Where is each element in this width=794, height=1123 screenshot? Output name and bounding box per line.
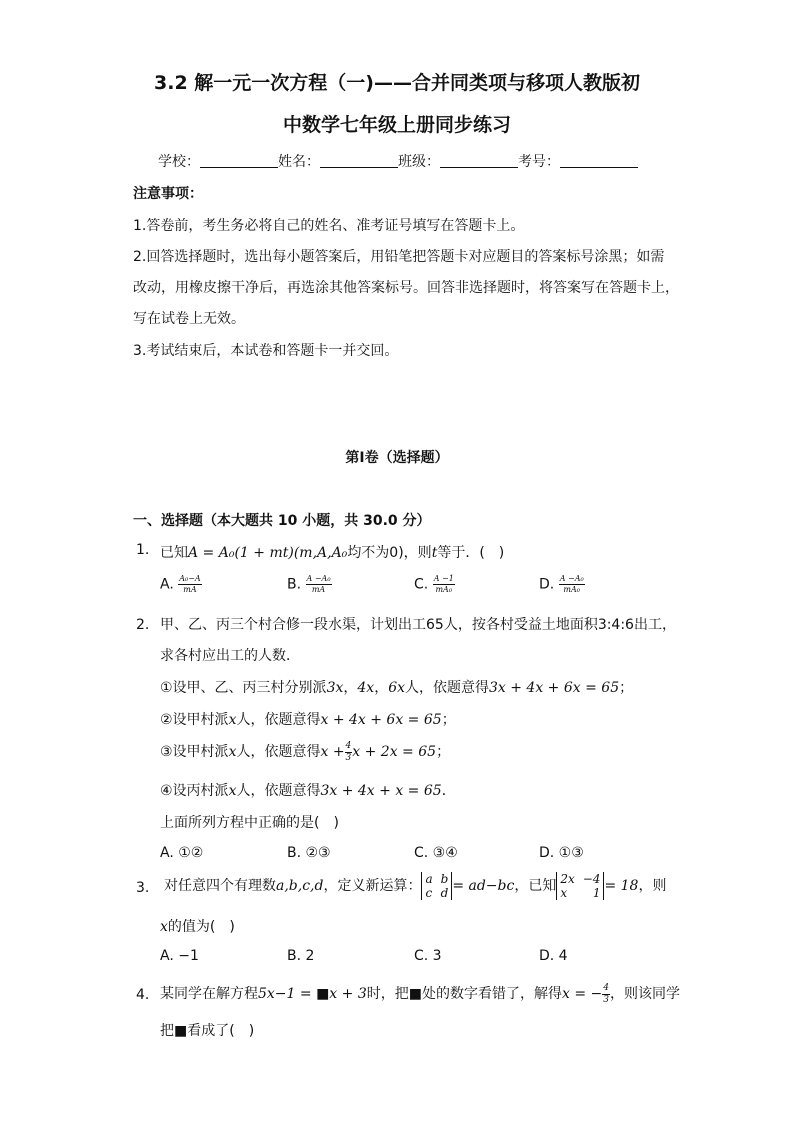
q2-scheme-4: ④设丙村派x人，依题意得3x + 4x + x = 65． xyxy=(160,783,456,799)
q3-option-c[interactable]: C. 3 xyxy=(414,948,442,964)
q1-var: t xyxy=(431,545,438,561)
q1-option-b-fraction: $\frac{\text{A −A₀}}{mA}$ xyxy=(306,574,331,594)
section-title: 一、选择题（本大题共 10 小题，共 30.0 分） xyxy=(133,513,431,529)
q4-fraction: $\frac{4}{3}$ xyxy=(603,982,609,1005)
q1-option-b-label: B. xyxy=(287,576,302,593)
notice-item-1: 1.答卷前，考生务必将自己的姓名、准考证号填写在答题卡上。 xyxy=(133,218,525,234)
q1-option-c[interactable] xyxy=(414,575,455,594)
q1-number: 1. xyxy=(136,542,150,558)
q2-option-b[interactable]: B. ②③ xyxy=(287,845,331,861)
name-blank[interactable] xyxy=(320,153,398,168)
q1-post: 等于．( ) xyxy=(437,545,505,561)
q1-option-b[interactable] xyxy=(287,575,332,594)
q3-number: 3. xyxy=(136,880,150,896)
q1-pre: 已知 xyxy=(160,545,188,561)
q3-option-d[interactable]: D. 4 xyxy=(539,948,568,964)
q2-scheme-2: ②设甲村派x人，依题意得x + 4x + 6x = 65； xyxy=(160,712,456,728)
q2-number: 2. xyxy=(136,617,150,633)
number-label: 考号： xyxy=(518,154,560,170)
q2-line-1: 甲、乙、丙三个村合修一段水渠，计划出工65人，按各村受益土地面积3:4:6出工， xyxy=(160,617,676,633)
q1-option-a-fraction: $\frac{\text{A₀−A}}{mA}$ xyxy=(179,574,201,594)
q3-determinant-def: a b c d xyxy=(421,872,452,900)
q3-option-a[interactable]: A. −1 xyxy=(160,948,199,964)
q3-line-2: x的值为( ) xyxy=(160,919,235,935)
class-blank[interactable] xyxy=(440,153,518,168)
title-line-2: 中数学七年级上册同步练习 xyxy=(282,114,511,136)
q2-scheme-3: ③设甲村派x人，依题意得x + $\frac{4}{3}$ x + 2x = 65； xyxy=(160,740,451,763)
info-row xyxy=(158,151,638,171)
q1-option-d[interactable] xyxy=(539,575,585,594)
q1-mid: 均不为0)，则 xyxy=(347,545,432,561)
title-line-1: 3.2 解一元一次方程（一)——合并同类项与移项人教版初 xyxy=(154,72,640,94)
notice-item-3: 3.考试结束后，本试卷和答题卡一并交回。 xyxy=(133,343,399,359)
q3-stem: 对任意四个有理数a,b,c,d，定义新运算： a b c d = ad−bc，已知 2x −4 x 1 = 18，则 xyxy=(164,872,667,900)
q2-ask: 上面所列方程中正确的是( ) xyxy=(160,815,339,831)
q4-stem: 某同学在解方程5x−1 = ■x + 3时，把■处的数字看错了，解得x = − $\frac{4}{3}$ ，则该同学 xyxy=(160,982,680,1005)
q1-option-d-label: D. xyxy=(539,576,555,593)
q1-option-d-fraction: $\frac{\text{A −A₀}}{\text{mA₀}}$ xyxy=(559,574,584,594)
notice-heading: 注意事项： xyxy=(133,186,203,202)
q2-option-c[interactable]: C. ③④ xyxy=(414,845,458,861)
q1-stem xyxy=(160,542,504,562)
q2-line-2: 求各村应出工的人数． xyxy=(160,648,300,664)
school-label: 学校： xyxy=(158,154,200,170)
q2-option-d[interactable]: D. ①③ xyxy=(539,845,584,861)
school-blank[interactable] xyxy=(200,153,278,168)
q1-option-c-fraction: $\frac{A -1}{\text{mA₀}}$ xyxy=(433,574,454,594)
q1-option-c-label: C. xyxy=(414,576,429,593)
q2-scheme-1: ①设甲、乙、丙三村分别派3x，4x，6x人，依题意得3x + 4x + 6x = 65； xyxy=(160,680,634,696)
volume-title: 第Ⅰ卷（选择题） xyxy=(345,450,449,466)
q4-line-2: 把■看成了( ) xyxy=(160,1023,255,1039)
q4-number: 4. xyxy=(136,987,150,1003)
q1-option-a[interactable] xyxy=(160,575,202,594)
notice-item-2b: 改动，用橡皮擦干净后，再选涂其他答案标号。回答非选择题时，将答案写在答题卡上， xyxy=(133,280,679,296)
q1-option-a-label: A. xyxy=(160,576,174,593)
name-label: 姓名： xyxy=(278,154,320,170)
notice-item-2a: 2.回答选择题时，选出每小题答案后，用铅笔把答题卡对应题目的答案标号涂黑；如需 xyxy=(133,249,665,265)
q2-option-a[interactable]: A. ①② xyxy=(160,845,204,861)
notice-item-2c: 写在试卷上无效。 xyxy=(133,311,245,327)
number-blank[interactable] xyxy=(560,153,638,168)
q3-option-b[interactable]: B. 2 xyxy=(287,948,315,964)
q1-condition: (m,A,A₀ xyxy=(293,545,348,561)
class-label: 班级： xyxy=(398,154,440,170)
q1-equation: A = A₀(1 + mt) xyxy=(188,545,294,561)
q2-scheme-3-fraction: $\frac{4}{3}$ xyxy=(345,740,352,763)
q3-determinant-given: 2x −4 x 1 xyxy=(556,872,604,900)
